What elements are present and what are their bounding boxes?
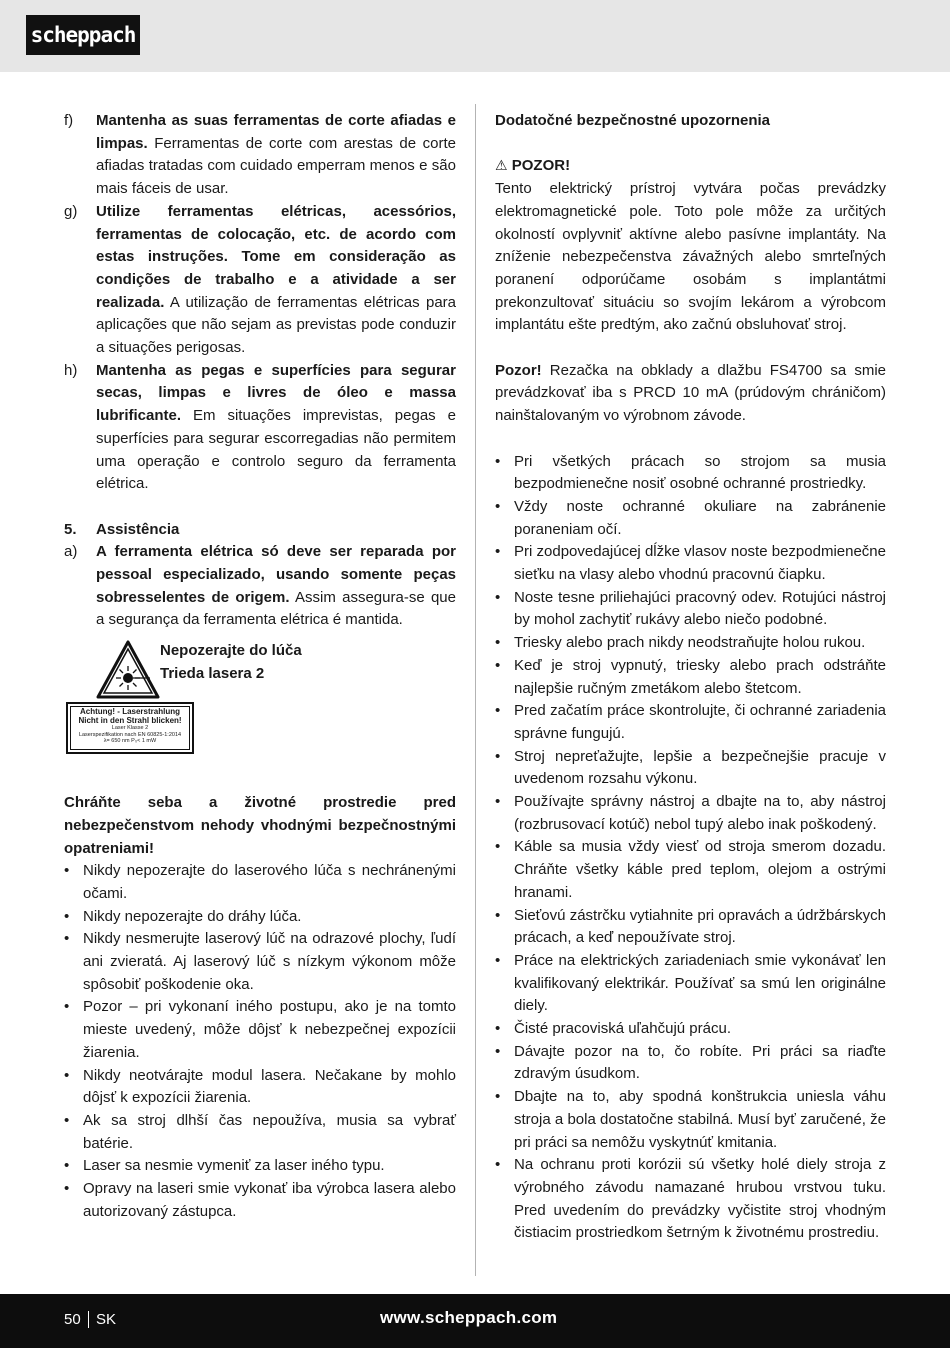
laser-line-1: Nepozerajte do lúča (160, 642, 302, 660)
warning-title-text: POZOR! (511, 157, 571, 175)
bullet-marker: • (64, 998, 70, 1016)
page-number: 50 (64, 1311, 81, 1328)
bullet-text: Dbajte na to, aby spodná konštrukcia uniesla váhu stroja a bola dostatočne stabilná. Musí byť zaručené, že pri práci sa nemôžu vyskytnúť kmitania. (514, 1088, 886, 1151)
bullet-marker: • (495, 1020, 501, 1038)
left-column (64, 110, 456, 1224)
list-item-text: A utilização de ferramentas elétricas para aplicações que não sejam as previstas pode conduzir a situações perigosas. (96, 293, 456, 357)
bullet-marker: • (495, 634, 501, 652)
laser-warning-icon (96, 640, 160, 700)
warning-icon: ⚠ (495, 158, 508, 175)
bullet-marker: • (495, 656, 501, 674)
bullet-marker: • (64, 930, 70, 948)
bullet-marker: • (495, 1088, 501, 1106)
bullet-marker: • (64, 907, 70, 925)
bullet-marker: • (64, 1157, 70, 1175)
protect-heading-text: Chráňte seba a životné prostredie pred nebezpečenstvom nehody vhodnými bezpečnostnými opatreniami! (64, 794, 456, 857)
bullet-text: Stroj nepreťažujte, lepšie a bezpečnejšie pracuje v uvedenom rozsahu výkonu. (514, 747, 886, 788)
bullet-marker: • (64, 1112, 70, 1129)
bullet-item (64, 1065, 456, 1110)
column-divider (475, 104, 476, 1276)
bullet-marker: • (495, 543, 501, 561)
bullet-item (495, 655, 886, 700)
bullet-text: Sieťovú zástrčku vytiahnite pri opravách a údržbárskych prácach, a keď nepoužívate stroj. (514, 906, 886, 947)
bullet-item (495, 836, 886, 904)
list-item-a (64, 541, 456, 632)
list-item-h (64, 360, 456, 496)
bullet-item (495, 1018, 886, 1041)
bullet-item (495, 905, 886, 950)
bullet-item (495, 791, 886, 836)
pozor-paragraph (495, 360, 886, 428)
bullet-item (495, 746, 886, 791)
bullet-item (495, 950, 886, 1018)
bullet-marker: • (495, 702, 501, 720)
list-item-bold: Utilize ferramentas elétricas, acessórios, ferramentas de colocação, etc. de acordo com estas instruções. Tome em consideração as condições de trabalho e a atividade a ser realizada. (96, 202, 456, 311)
bullet-marker: • (495, 452, 501, 470)
right-heading-text: Dodatočné bezpečnostné upozornenia (495, 112, 771, 129)
footer-separator (88, 1311, 89, 1328)
scheppach-logo: scheppach (26, 15, 140, 55)
list-marker: a) (64, 543, 78, 561)
pozor-text: Rezačka na obklady a dlažbu FS4700 sa smie prevádzkovať iba s PRCD 10 mA (prúdovým chráničom) nainštalovaným vo výrobnom závode. (495, 361, 886, 425)
warning-title (495, 155, 886, 178)
bullet-marker: • (495, 747, 501, 765)
bullet-item (495, 1086, 886, 1154)
bullet-item (64, 1110, 456, 1155)
list-item-text: Ferramentas de corte com arestas de corte afiadas tratadas com cuidado emperram menos e são mais fáceis de usar. (96, 134, 456, 198)
bullet-text: Triesky alebo prach nikdy neodstraňujte holou rukou. (514, 634, 866, 652)
bullet-marker: • (495, 1042, 501, 1060)
bullet-item (64, 996, 456, 1064)
list-marker: g) (64, 202, 78, 220)
bullet-item (495, 496, 886, 541)
bullet-text: Dávajte pozor na to, čo robíte. Pri práci sa riaďte zdravým úsudkom. (514, 1042, 886, 1083)
list-item-bold: Mantenha as suas ferramentas de corte afiadas e limpas. (96, 112, 456, 152)
bullet-marker: • (495, 906, 501, 924)
header-bar (0, 0, 950, 72)
bullet-item (495, 1154, 886, 1245)
list-item-bold: Mantenha as pegas e superfícies para segurar secas, limpas e livres de óleo e massa lubrificante. (96, 361, 456, 425)
bullet-text: Káble sa musia vždy viesť od stroja smerom dozadu. Chráňte všetky káble pred teplom, olejom a ostrými hranami. (514, 838, 886, 901)
warning-text: Tento elektrický prístroj vytvára počas prevádzky elektromagnetické pole. Toto pole môže za určitých okolností ovplyvniť aktívne alebo pasívne implantáty. Na zníženie nebezpečenstva závažných alebo smrteľných poranení odporúčame osobám s implantátmi prekonzultovať situáciu so svojím lekárom a výrobcom implantátu ešte predtým, ako začnú obsluhovať stroj. (495, 180, 886, 334)
laser-warning-block (64, 640, 456, 790)
bullet-text: Na ochranu proti korózii sú všetky holé diely stroja z výrobného závodu namazané hrubou vrstvou tuku. Pred uvedením do prevádzky vyčistite stroj vhodným čistiacim prostriedkom šetrným k životnému prostrediu. (514, 1156, 886, 1242)
laser-class-text (160, 640, 302, 685)
bullet-marker: • (495, 1156, 501, 1174)
bullet-text: Vždy noste ochranné okuliare na zabránenie poraneniam očí. (514, 497, 886, 538)
bullet-item (495, 451, 886, 496)
pozor-bold: Pozor! (495, 361, 542, 379)
bullet-item (64, 1178, 456, 1223)
laser-bullet-list (64, 860, 456, 1223)
bullet-text: Noste tesne priliehajúci pracovný odev. Rotujúci nástroj by mohol zachytiť rukávy alebo niečo podobné. (514, 588, 886, 629)
bullet-marker: • (64, 1180, 70, 1198)
list-item-f (64, 110, 456, 201)
label-line-1: Achtung! - Laserstrahlung (79, 707, 180, 717)
bullet-text: Opravy na laseri smie vykonať iba výrobca lasera alebo autorizovaný zástupca. (83, 1180, 456, 1220)
bullet-text: Nikdy nepozerajte do laserového lúča s nechránenými očami. (83, 862, 456, 902)
list-item-text: Assim assegura-se que a segurança da ferramenta elétrica é mantida. (96, 588, 456, 629)
label-line-3: Laser Klasse 2 (111, 725, 149, 732)
bullet-marker: • (495, 838, 501, 856)
list-marker: h) (64, 361, 78, 379)
label-line-4: Laserspezifikation nach EN 60825-1:2014 (78, 731, 182, 738)
bullet-item (495, 1041, 886, 1086)
list-item-bold: A ferramenta elétrica só deve ser reparada por pessoal especializado, usando somente peças sobresselentes de origem. (96, 543, 456, 606)
right-column (495, 110, 886, 1245)
bullet-text: Ak sa stroj dlhší čas nepoužíva, musia sa vybrať batérie. (83, 1112, 456, 1152)
list-marker: f) (64, 112, 74, 129)
footer-bar (0, 1294, 950, 1348)
laser-line-2: Trieda lasera 2 (160, 664, 265, 682)
section-title: Assistência (96, 520, 180, 538)
bullet-item (495, 587, 886, 632)
label-line-2: Nicht in den Strahl blicken! (78, 716, 182, 726)
bullet-text: Pri zodpovedajúcej dĺžke vlasov noste bezpodmienečne sieťku na vlasy alebo vhodnú pracovnú čiapku. (514, 543, 886, 584)
bullet-text: Práce na elektrických zariadeniach smie vykonávať len kvalifikovaný elektrikár. Používať sa smú len originálne diely. (514, 951, 886, 1015)
bullet-item (495, 541, 886, 586)
bullet-marker: • (495, 588, 501, 606)
bullet-item (495, 700, 886, 745)
protect-heading (64, 792, 456, 860)
section-heading (64, 519, 456, 542)
section-number: 5. (64, 520, 77, 538)
bullet-text: Čisté pracoviská uľahčujú prácu. (514, 1020, 731, 1038)
bullet-text: Nikdy nepozerajte do dráhy lúča. (83, 907, 302, 925)
bullet-marker: • (495, 951, 501, 969)
bullet-marker: • (495, 793, 501, 811)
bullet-text: Pri všetkých prácach so strojom sa musia bezpodmienečne nosiť osobné ochranné prostriedky. (514, 452, 886, 493)
bullet-text: Keď je stroj vypnutý, triesky alebo prach odstráňte najlepšie ručným zmetákom alebo štetcom. (514, 656, 886, 697)
bullet-item (64, 906, 456, 929)
bullet-item (64, 928, 456, 996)
language-code: SK (96, 1311, 117, 1328)
bullet-text: Pred začatím práce skontrolujte, či ochranné zariadenia správne fungujú. (514, 702, 886, 742)
bullet-marker: • (495, 497, 501, 515)
label-line-5: λ= 650 nm P₀< 1 mW (103, 738, 157, 745)
bullet-text: Pozor – pri vykonaní iného postupu, ako je na tomto mieste uvedený, môže dôjsť k nebezpečnej expozícii žiarenia. (83, 998, 456, 1061)
bullet-marker: • (64, 1066, 70, 1084)
laser-warning-label (66, 702, 194, 754)
bullet-item (64, 1155, 456, 1178)
bullet-text: Laser sa nesmie vymeniť za laser iného typu. (83, 1157, 385, 1175)
bullet-marker: • (64, 862, 70, 880)
website-url: www.scheppach.com (380, 1308, 558, 1327)
right-heading (495, 110, 886, 133)
list-item-text: Em situações imprevistas, pegas e superfícies para segurar escorregadias não permitem uma operação e controlo seguro da ferramenta elétrica. (96, 407, 456, 493)
bullet-item (64, 860, 456, 905)
bullet-text: Používajte správny nástroj a dbajte na to, aby nástroj (rozbrusovací kotúč) nebol tupý alebo inak poškodený. (514, 793, 886, 833)
list-item-g (64, 201, 456, 360)
bullet-text: Nikdy nesmerujte laserový lúč na odrazové plochy, ľudí ani zvieratá. Aj laserový lúč s nízkym výkonom môže spôsobiť poškodenie oka. (83, 930, 456, 993)
bullet-text: Nikdy neotvárajte modul lasera. Nečakane by mohlo dôjsť k expozícii žiarenia. (83, 1066, 456, 1107)
bullet-item (495, 632, 886, 655)
safety-bullet-list (495, 451, 886, 1246)
